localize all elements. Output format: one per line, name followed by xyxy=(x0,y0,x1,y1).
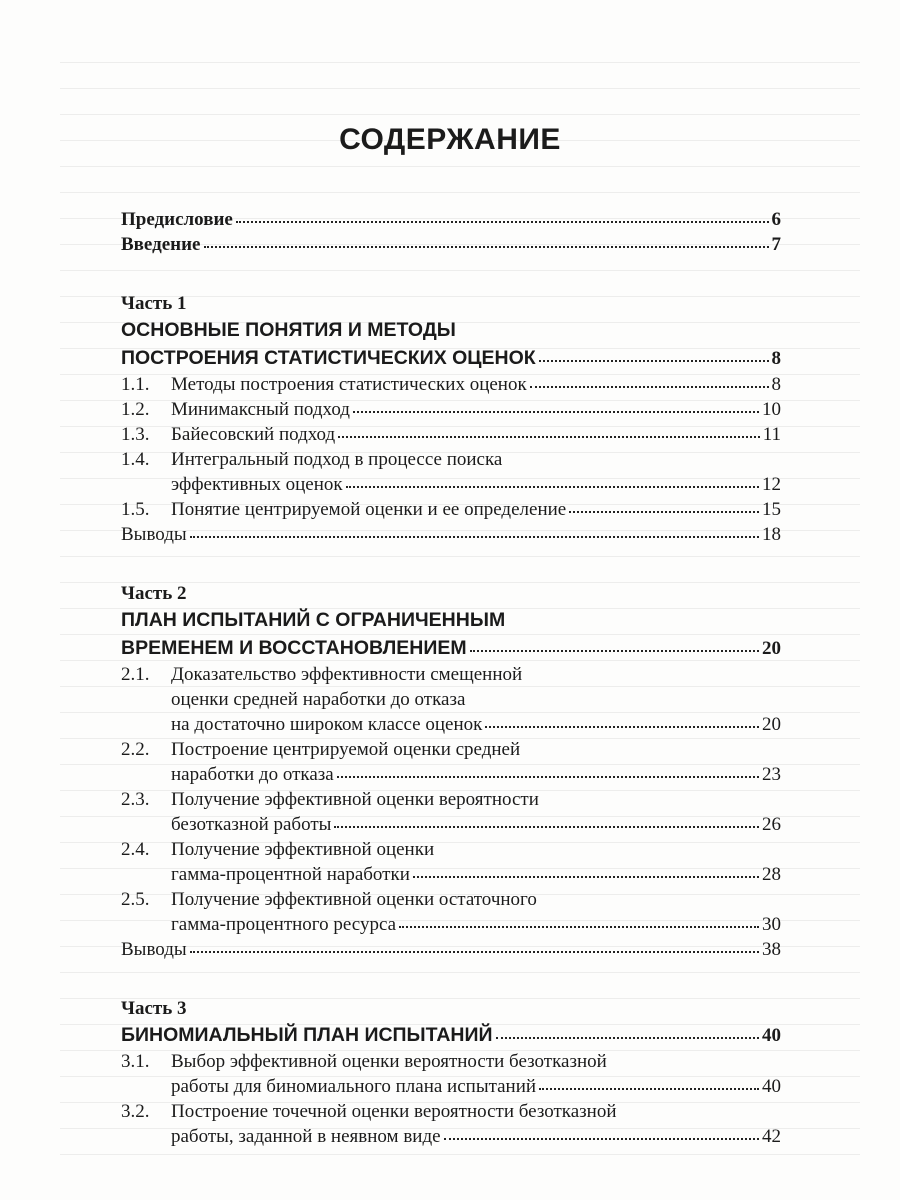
toc-section xyxy=(121,397,781,422)
toc-page-number: 18 xyxy=(762,524,781,545)
section-number: 1.5. xyxy=(121,499,150,520)
toc-page-number: 11 xyxy=(762,424,781,445)
section-number: 2.1. xyxy=(121,664,150,685)
part-title-line: ПОСТРОЕНИЯ СТАТИСТИЧЕСКИХ ОЦЕНОК xyxy=(121,347,536,369)
part-title-row xyxy=(121,634,781,662)
section-number: 2.5. xyxy=(121,889,150,910)
dot-leader xyxy=(338,435,760,438)
section-title-continued: работы, заданной в неявном виде xyxy=(171,1126,441,1147)
page-title: СОДЕРЖАНИЕ xyxy=(339,123,561,156)
section-number: 2.2. xyxy=(121,739,150,760)
toc-page-number: 15 xyxy=(762,499,781,520)
part-title-line: ОСНОВНЫЕ ПОНЯТИЯ И МЕТОДЫ xyxy=(121,319,456,341)
toc-section xyxy=(121,1099,781,1149)
toc-section xyxy=(121,497,781,522)
toc-conclusions xyxy=(121,937,781,962)
section-title: Доказательство эффективности смещенной xyxy=(171,664,523,685)
section-title-continued: гамма-процентного ресурса xyxy=(171,914,397,935)
part-title-line: ВРЕМЕНЕМ И ВОССТАНОВЛЕНИЕМ xyxy=(121,637,467,659)
toc-section xyxy=(121,887,781,937)
section-title: Байесовский подход xyxy=(171,424,336,445)
section-number: 3.2. xyxy=(121,1101,150,1122)
toc-conclusions xyxy=(121,522,781,547)
toc-page-number: 30 xyxy=(762,914,781,935)
section-title: Построение центрируемой оценки средней xyxy=(171,739,521,760)
toc-page-number: 20 xyxy=(762,714,781,735)
toc-page-number: 8 xyxy=(771,374,781,395)
part-title-row xyxy=(121,344,781,372)
toc-page-number: 40 xyxy=(762,1076,781,1097)
toc-entry-label: Предисловие xyxy=(121,209,233,230)
section-title-continued: эффективных оценок xyxy=(171,474,343,495)
part-block xyxy=(121,581,781,962)
section-title: Методы построения статистических оценок xyxy=(171,374,527,395)
dot-leader xyxy=(334,825,759,828)
section-title-continued: оценки средней наработки до отказа xyxy=(171,689,466,710)
section-title: Построение точечной оценки вероятности безотказной xyxy=(171,1101,617,1122)
toc-page-number: 12 xyxy=(762,474,781,495)
toc-section xyxy=(121,1049,781,1099)
section-number: 2.3. xyxy=(121,789,150,810)
dot-leader xyxy=(346,485,759,488)
section-number: 1.3. xyxy=(121,424,150,445)
dot-leader xyxy=(204,245,769,248)
toc-page-number: 10 xyxy=(762,399,781,420)
toc-entry-preface xyxy=(121,207,781,232)
part-block xyxy=(121,291,781,547)
dot-leader xyxy=(413,875,759,878)
conclusions-label: Выводы xyxy=(121,939,187,960)
part-title-line: БИНОМИАЛЬНЫЙ ПЛАН ИСПЫТАНИЙ xyxy=(121,1024,493,1046)
toc-entry-label: Введение xyxy=(121,234,201,255)
toc-page-number: 7 xyxy=(771,234,781,255)
toc-page-number: 8 xyxy=(771,348,781,369)
section-title: Минимаксный подход xyxy=(171,399,350,420)
section-title: Выбор эффективной оценки вероятности безотказной xyxy=(171,1051,607,1072)
section-title: Получение эффективной оценки остаточного xyxy=(171,889,537,910)
toc-page-number: 23 xyxy=(762,764,781,785)
toc-entry-introduction xyxy=(121,232,781,257)
dot-leader xyxy=(470,649,759,652)
toc-page-number: 38 xyxy=(762,939,781,960)
part-label: Часть 1 xyxy=(121,293,187,314)
part-label: Часть 3 xyxy=(121,998,187,1019)
section-title-continued: наработки до отказа xyxy=(171,764,334,785)
dot-leader xyxy=(444,1137,759,1140)
section-number: 2.4. xyxy=(121,839,150,860)
part-title-line: ПЛАН ИСПЫТАНИЙ С ОГРАНИЧЕННЫМ xyxy=(121,609,506,631)
dot-leader xyxy=(496,1036,759,1039)
toc-section xyxy=(121,662,781,737)
dot-leader xyxy=(485,725,759,728)
toc-page-number: 6 xyxy=(771,209,781,230)
toc-section xyxy=(121,372,781,397)
toc-section xyxy=(121,447,781,497)
toc-page-number: 42 xyxy=(762,1126,781,1147)
section-title: Интегральный подход в процессе поиска xyxy=(171,449,503,470)
toc-section xyxy=(121,837,781,887)
section-title-continued: гамма-процентной наработки xyxy=(171,864,410,885)
toc-page-number: 26 xyxy=(762,814,781,835)
section-title: Получение эффективной оценки вероятности xyxy=(171,789,539,810)
section-title-continued: безотказной работы xyxy=(171,814,332,835)
part-block xyxy=(121,996,781,1149)
toc-section xyxy=(121,737,781,787)
dot-leader xyxy=(190,950,759,953)
dot-leader xyxy=(190,535,759,538)
toc-page-number: 28 xyxy=(762,864,781,885)
toc-section xyxy=(121,422,781,447)
section-title: Понятие центрируемой оценки и ее определение xyxy=(171,499,567,520)
toc-page-number: 40 xyxy=(762,1025,781,1046)
dot-leader xyxy=(530,385,769,388)
table-of-contents xyxy=(121,207,781,1149)
section-number: 3.1. xyxy=(121,1051,150,1072)
part-title-row xyxy=(121,1021,781,1049)
dot-leader xyxy=(353,410,759,413)
dot-leader xyxy=(337,775,759,778)
dot-leader xyxy=(539,1087,759,1090)
section-title-continued: на достаточно широком классе оценок xyxy=(171,714,483,735)
section-number: 1.1. xyxy=(121,374,150,395)
section-number: 1.4. xyxy=(121,449,150,470)
dot-leader xyxy=(236,220,769,223)
section-title-continued: работы для биномиального плана испытаний xyxy=(171,1076,537,1097)
toc-page-number: 20 xyxy=(762,638,781,659)
dot-leader xyxy=(569,510,759,513)
section-number: 1.2. xyxy=(121,399,150,420)
dot-leader xyxy=(399,925,759,928)
dot-leader xyxy=(539,359,769,362)
part-label: Часть 2 xyxy=(121,583,187,604)
section-title: Получение эффективной оценки xyxy=(171,839,435,860)
conclusions-label: Выводы xyxy=(121,524,187,545)
toc-section xyxy=(121,787,781,837)
